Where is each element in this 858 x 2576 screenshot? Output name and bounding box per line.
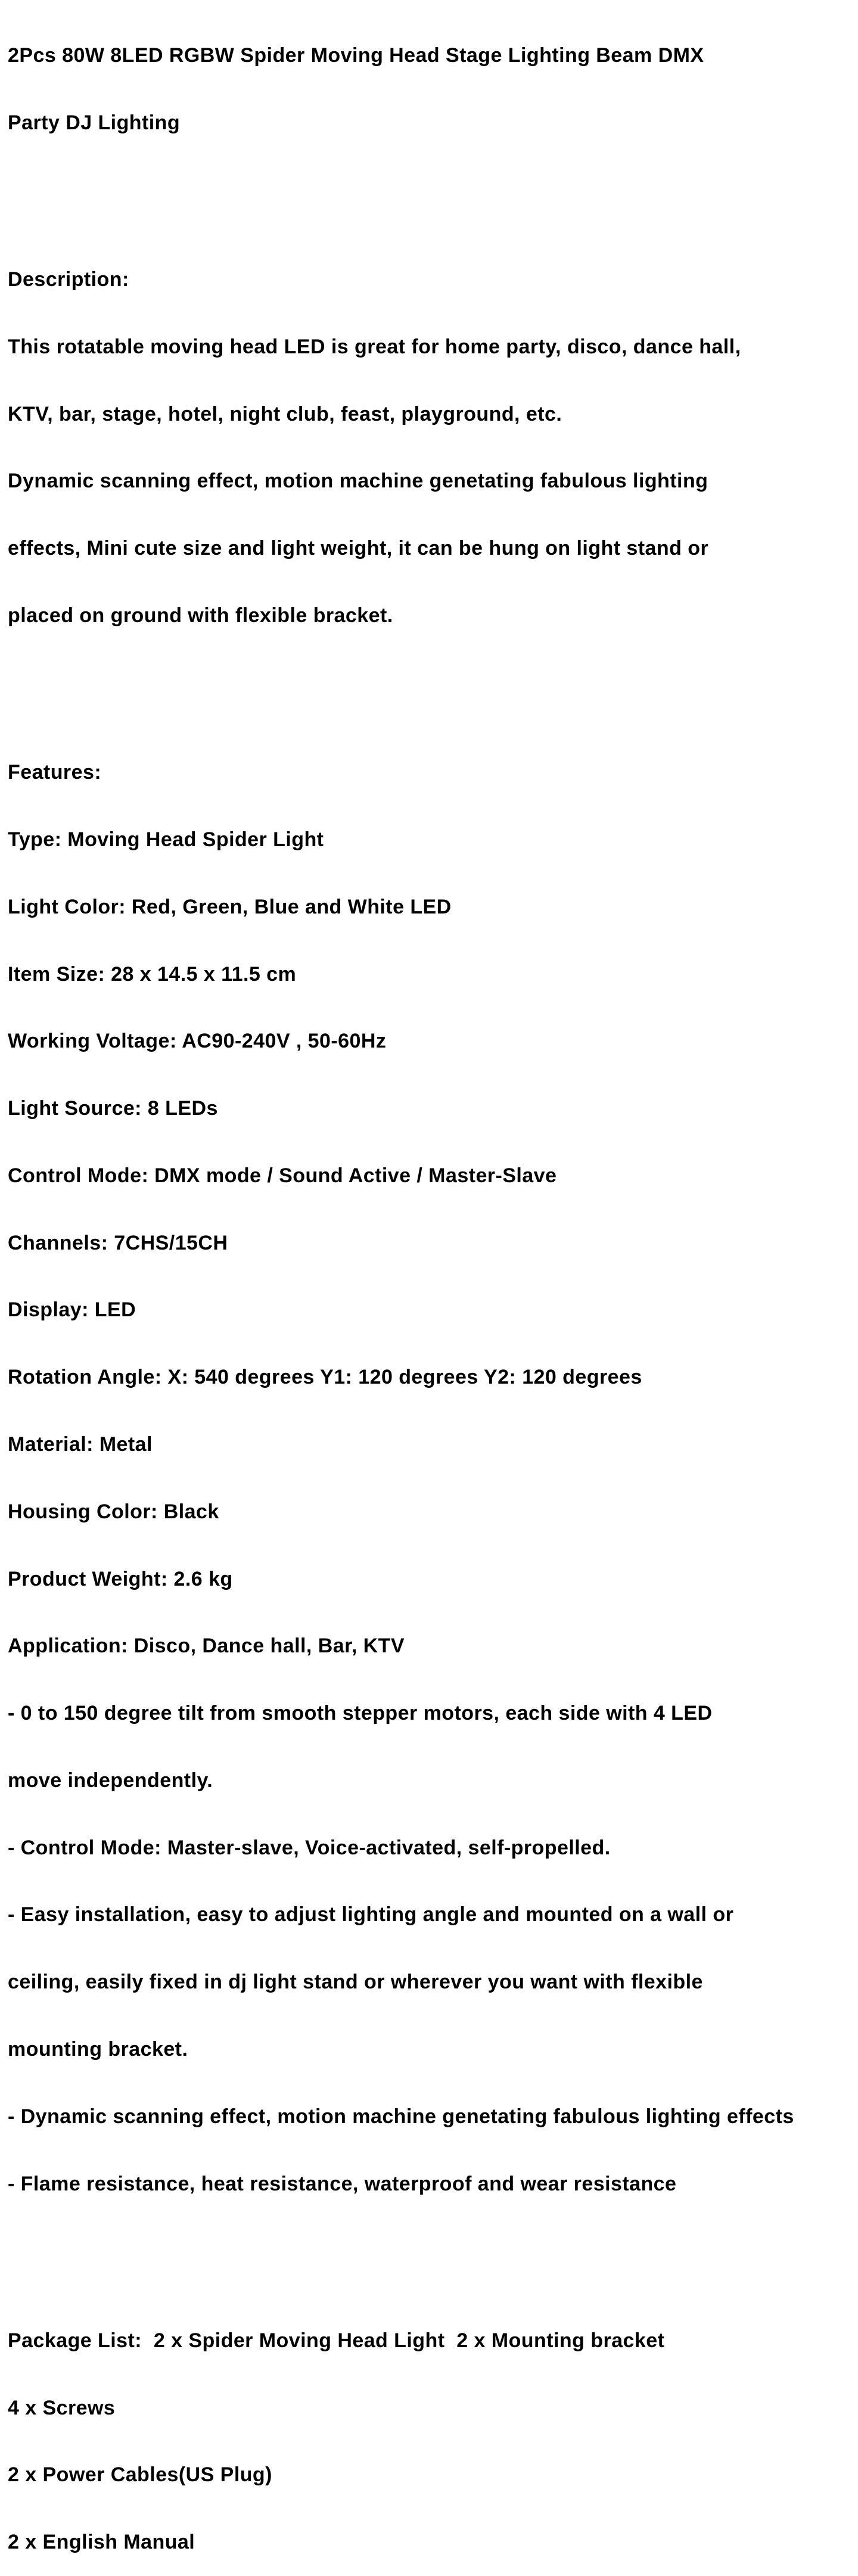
feature-line: Rotation Angle: X: 540 degrees Y1: 120 degrees Y2: 120 degrees <box>8 1366 642 1389</box>
section-spacer <box>8 2240 854 2263</box>
description-line: KTV, bar, stage, hotel, night club, feast, playground, etc. <box>8 402 562 425</box>
feature-line: - Control Mode: Master-slave, Voice-activated, self-propelled. <box>8 1836 611 1859</box>
package-line: 2 x Power Cables(US Plug) <box>8 2463 272 2487</box>
feature-line: - Easy installation, easy to adjust lighting angle and mounted on a wall or <box>8 1903 734 1926</box>
package-line: 2 x English Manual <box>8 2531 195 2554</box>
feature-line: Product Weight: 2.6 kg <box>8 1567 233 1590</box>
feature-line: Channels: 7CHS/15CH <box>8 1231 228 1254</box>
feature-line: - 0 to 150 degree tilt from smooth stepper motors, each side with 4 LED <box>8 1702 713 1725</box>
feature-line: Material: Metal <box>8 1433 153 1456</box>
package-line: Package List: 2 x Spider Moving Head Light 2 x Mounting bracket <box>8 2329 665 2352</box>
feature-line: Type: Moving Head Spider Light <box>8 828 324 851</box>
feature-line: Housing Color: Black <box>8 1500 219 1523</box>
section-spacer <box>8 672 854 695</box>
feature-line: Control Mode: DMX mode / Sound Active / Master-Slave <box>8 1164 557 1187</box>
feature-line: Light Source: 8 LEDs <box>8 1097 218 1120</box>
title-line-1: 2Pcs 80W 8LED RGBW Spider Moving Head Stage Lighting Beam DMX <box>8 44 704 67</box>
description-line: effects, Mini cute size and light weight, it can be hung on light stand or <box>8 537 709 560</box>
description-line: This rotatable moving head LED is great for home party, disco, dance hall, <box>8 335 741 358</box>
feature-line: Application: Disco, Dance hall, Bar, KTV <box>8 1635 405 1658</box>
feature-line: Display: LED <box>8 1298 136 1322</box>
feature-line: move independently. <box>8 1769 213 1792</box>
section-spacer <box>8 179 854 202</box>
feature-line: mounting bracket. <box>8 2038 188 2061</box>
package-line: 4 x Screws <box>8 2396 116 2419</box>
description-line: Dynamic scanning effect, motion machine genetating fabulous lighting <box>8 470 708 493</box>
feature-line: - Flame resistance, heat resistance, waterproof and wear resistance <box>8 2172 677 2195</box>
feature-line: ceiling, easily fixed in dj light stand or wherever you want with flexible <box>8 1971 703 1994</box>
features-heading: Features: <box>8 761 102 784</box>
feature-line: Item Size: 28 x 14.5 x 11.5 cm <box>8 962 297 986</box>
product-listing-document <box>8 0 854 2576</box>
feature-line: - Dynamic scanning effect, motion machine genetating fabulous lighting effects <box>8 2105 794 2128</box>
description-heading: Description: <box>8 268 129 291</box>
feature-line: Working Voltage: AC90-240V , 50-60Hz <box>8 1030 387 1053</box>
feature-line: Light Color: Red, Green, Blue and White LED <box>8 895 452 918</box>
title-line-2: Party DJ Lighting <box>8 111 181 134</box>
description-line: placed on ground with flexible bracket. <box>8 604 393 627</box>
